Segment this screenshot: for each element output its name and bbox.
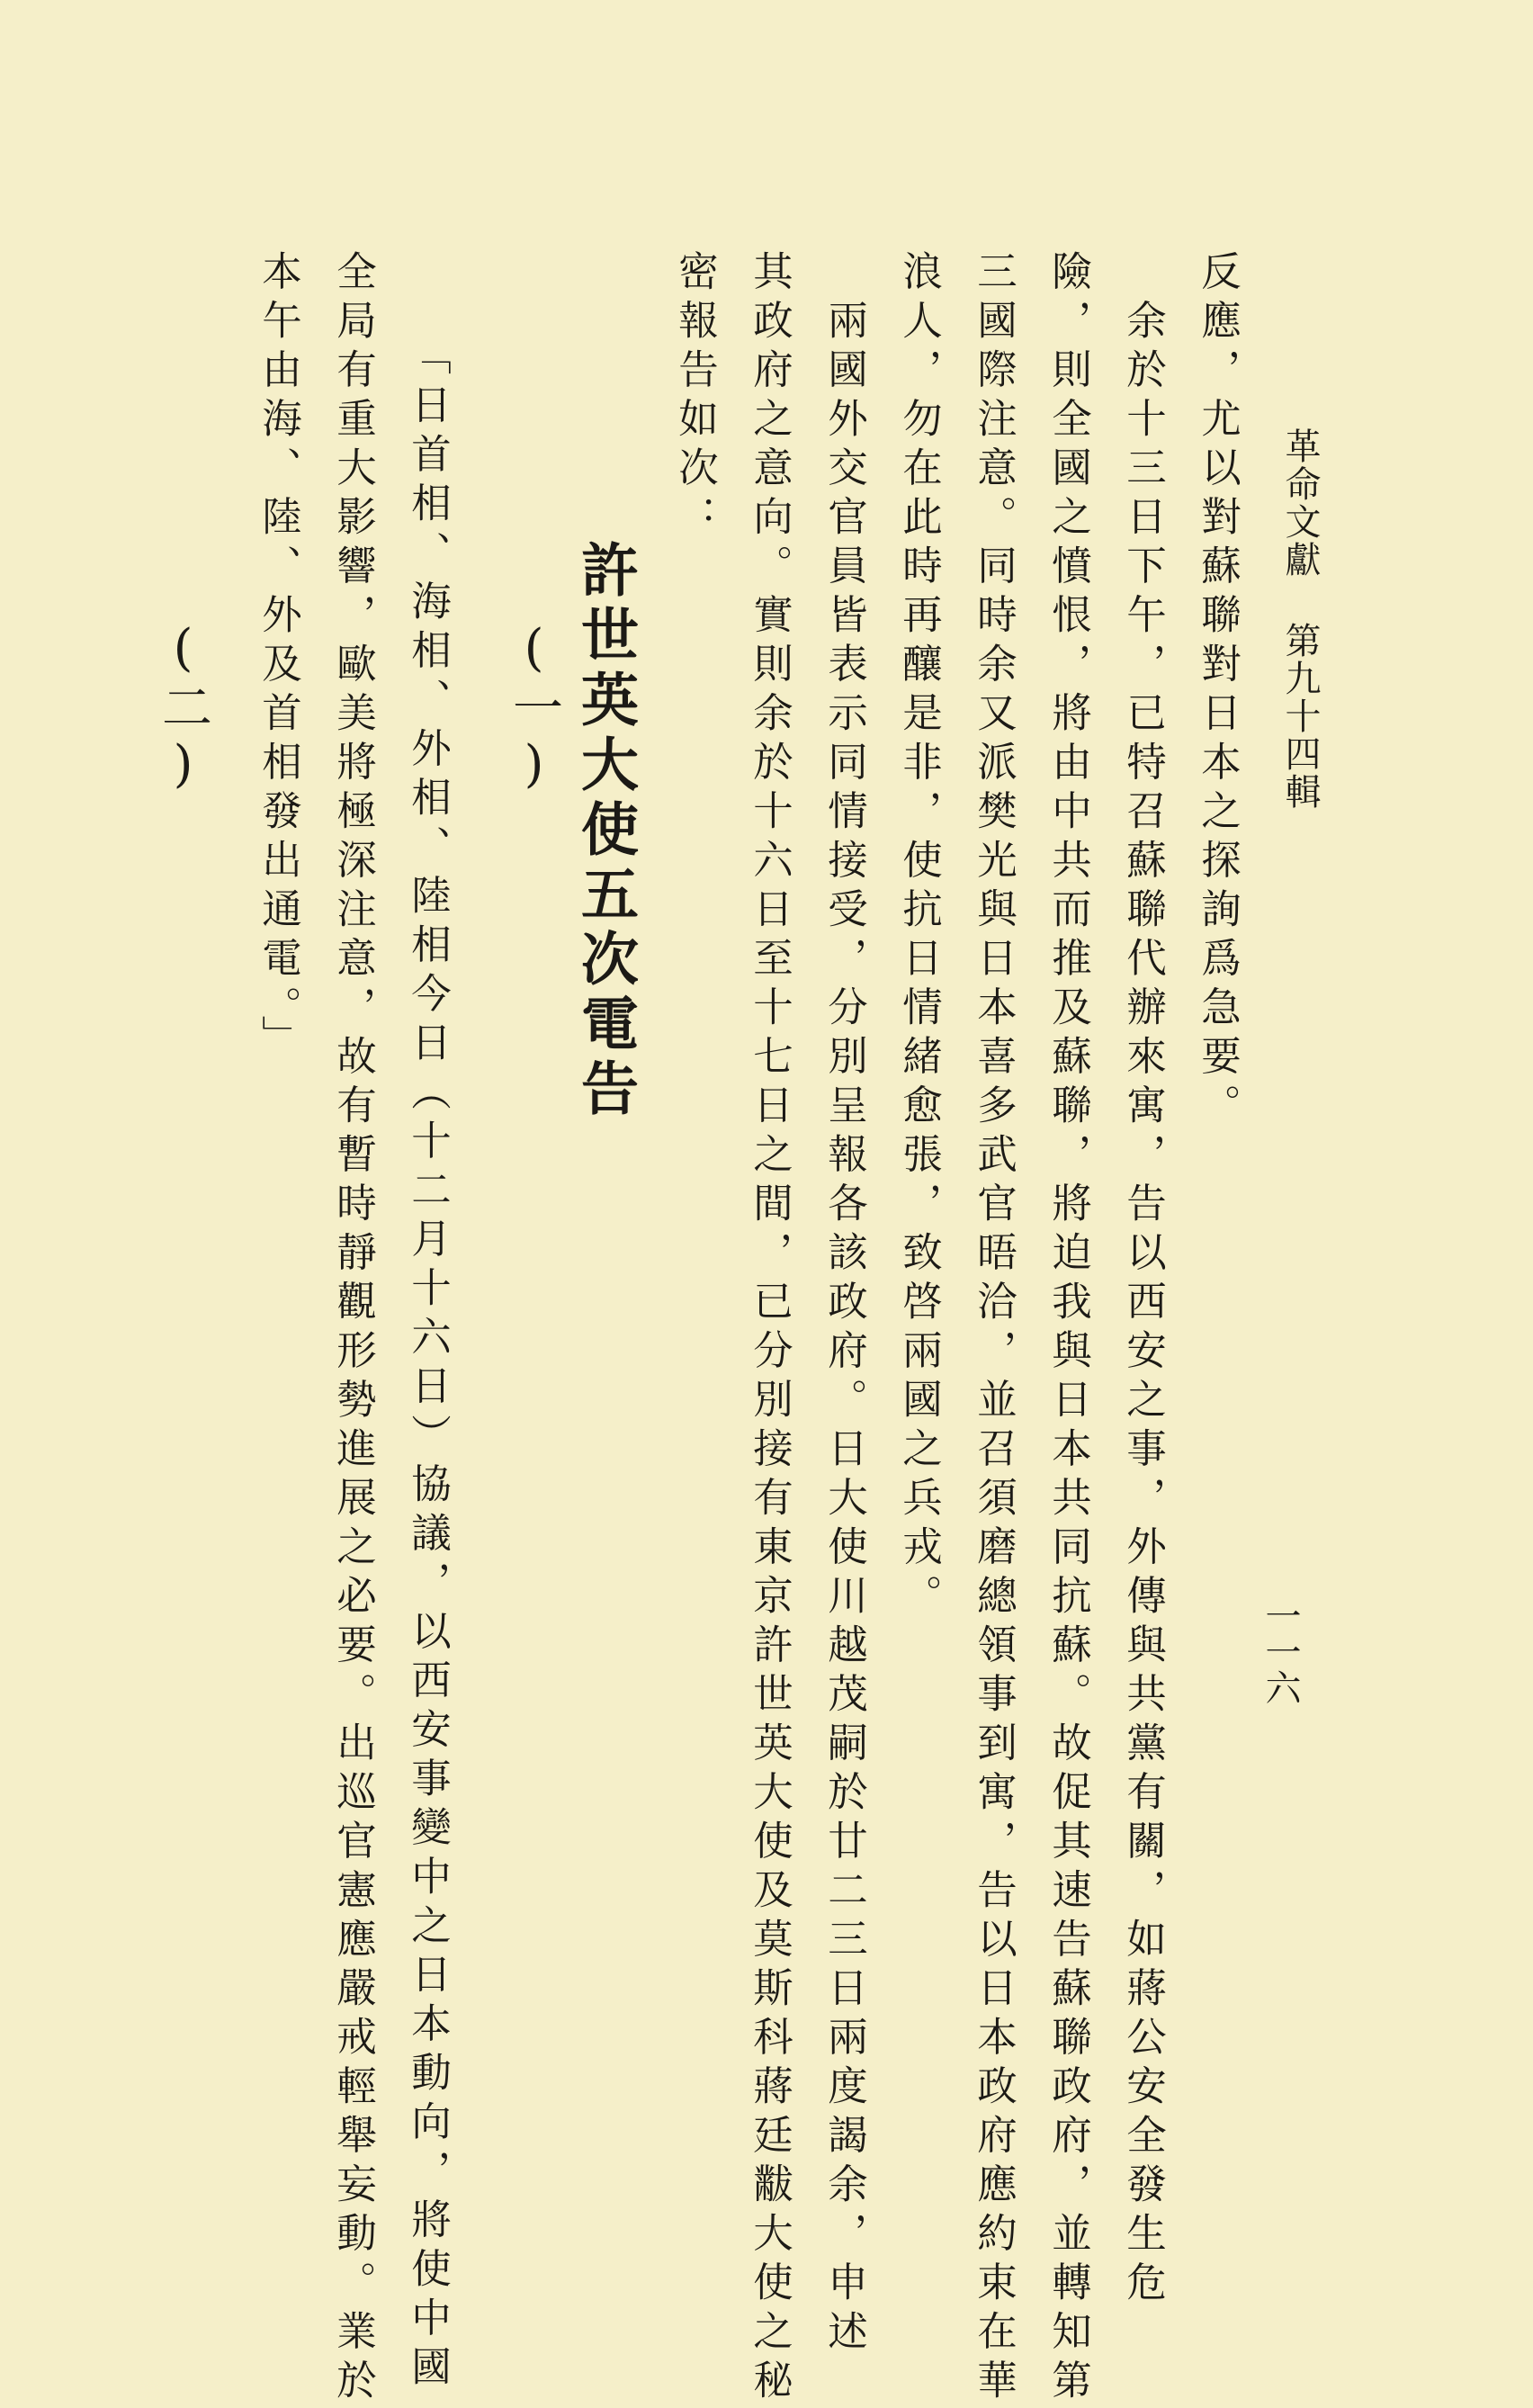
section-2-label: (二) [154,619,212,797]
section-1-column-3: 本午由海、陸、外及首相發出通電。」 [255,250,301,1065]
page-number: 一一六 [1260,1597,1301,1705]
text-column-4: 三國際注意。同時余又派樊光與日本喜多武官晤洽，並召須磨總領事到寓，告以日本政府應約束在華 [970,250,1017,2408]
text-column-2: 余於十三日下午，已特召蘇聯代辦來寓，告以西安之事，外傳與共黨有關，如蔣公安全發生危 [1119,250,1166,2310]
section-1-label: (一) [505,619,563,797]
text-column-1: 反應，尤以對蘇聯對日本之探詢爲急要。 [1194,250,1241,1133]
section-heading: 許世英大使五次電告 [571,540,639,1123]
text-column-6: 兩國外交官員皆表示同情接受，分別呈報各該政府。日大使川越茂嗣於廿二三日兩度謁余，申述 [820,250,867,2359]
text-column-5: 浪人，勿在此時再釀是非，使抗日情緒愈張，致啓兩國之兵戎。 [895,250,942,1623]
section-1-column-1: 「日首相、海相、外相、陸相今日（十二月十六日）協議，以西安事變中之日本動向，將使中國 [404,335,451,2395]
text-column-3: 險，則全國之憤恨，將由中共而推及蘇聯，將迫我與日本共同抗蘇。故促其速告蘇聯政府，並轉知第 [1044,250,1091,2408]
text-column-7: 其政府之意向。實則余於十六日至十七日之間，已分別接有東京許世英大使及莫斯科蔣廷黻大使之秘 [746,250,793,2408]
section-1-column-2: 全局有重大影響，歐美將極深注意，故有暫時靜觀形勢進展之必要。出巡官憲應嚴戒輕舉妄動。業於 [329,250,376,2408]
text-column-8: 密報告如次： [671,250,718,544]
publication-header: 革命文獻 第九十四輯 [1279,427,1321,811]
